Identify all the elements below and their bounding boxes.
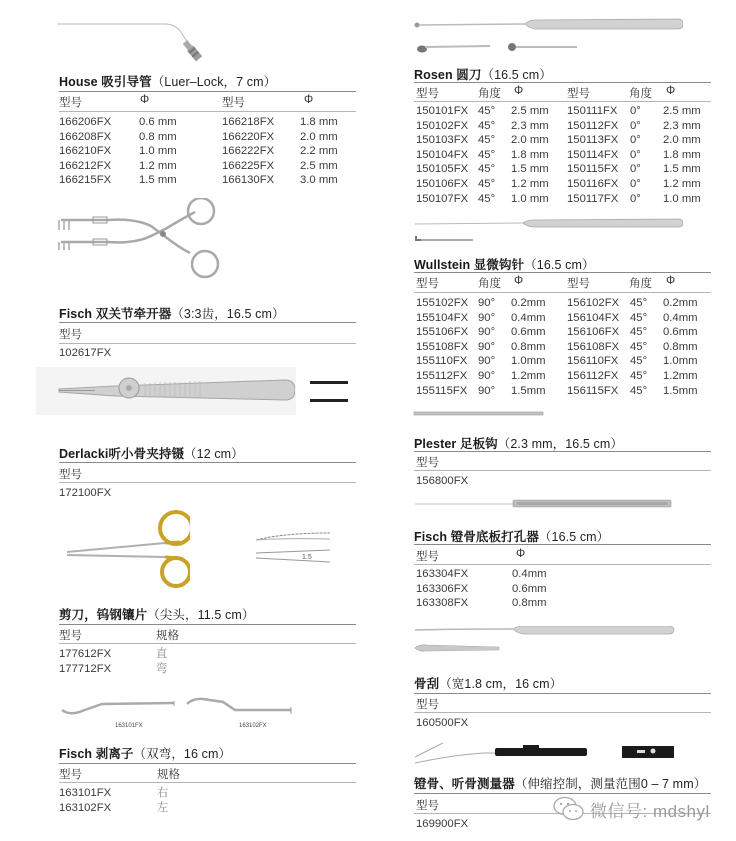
cell: 0.8 mm [139,130,177,143]
cell: 45° [630,340,648,353]
cell: 45° [478,119,496,132]
cell: 弯 [156,662,168,675]
cell: 0° [630,134,641,147]
column-header-angle: 角度 [478,88,501,100]
cell: 0.8mm [663,340,698,353]
cell: 1.8 mm [511,148,549,161]
divider [414,101,711,102]
column-header-model: 型号 [416,278,439,290]
divider [414,793,711,794]
divider [59,482,356,483]
cell: 1.0mm [663,355,698,368]
cell: 1.0 mm [663,192,701,205]
section-title-house [59,72,276,90]
cell: 155104FX [416,311,469,324]
column-header-model: 型号 [416,88,439,100]
section-title-fisch-retractor [59,304,285,322]
model-column [567,104,618,206]
cell: 156110FX [567,355,619,368]
cell: 156104FX [567,311,620,324]
cell: 0.4mm [663,311,698,324]
column-header-diameter: Φ [516,548,526,560]
divider [414,82,711,83]
column-header-model: 型号 [416,699,439,711]
forceps-tip-detail [308,379,350,409]
section-title-plester [414,434,623,452]
subtitle-text: （双弯，16 cm） [133,747,232,761]
cell: 150102FX [416,119,469,132]
subtitle-text: （伸缩控制，测量范围0 – 7 mm） [514,777,707,791]
divider [59,91,356,92]
cell: 0.4mm [511,311,546,324]
cell: 150115FX [567,163,619,176]
cell: 150107FX [416,192,469,205]
diameter-column [511,104,549,206]
cell: 0° [630,105,641,117]
cell: 166212FX [59,159,112,172]
diameter-column [300,115,338,188]
subtitle-text: （16.5 cm） [524,258,595,272]
column-header-model: 型号 [59,469,82,481]
divider [59,343,356,344]
section-title-wullstein [414,255,595,273]
cell: 45° [478,177,496,190]
column-header-model: 型号 [222,97,245,109]
cell: 156115FX [567,384,619,397]
cell: 156106FX [567,326,620,339]
column-header-diameter: Φ [666,85,676,97]
cell: 90° [478,297,496,309]
cell: 0° [630,192,641,205]
cell: 45° [630,311,648,324]
retractor-image [55,198,225,282]
section-title-bone-curette [414,674,562,692]
cell: 45° [478,192,496,205]
cell: 166210FX [59,145,112,158]
cell: 150114FX [567,148,619,161]
cell: 1.2mm [663,369,698,382]
column-header-model: 型号 [59,630,82,642]
cell: 150112FX [567,119,619,132]
cell: 直 [156,648,168,660]
divider [414,470,711,471]
cell: 2.0 mm [663,134,701,147]
cell: 45° [478,134,496,147]
model-column [416,567,468,611]
cell: 2.0 mm [300,130,338,143]
cell: 155112FX [416,369,468,382]
cell: 169900FX [416,818,469,830]
cell: 45° [630,326,648,339]
divider [414,693,711,694]
angle-column [478,296,495,398]
title-text: Wullstein 显微钩针 [414,258,525,272]
cell: 90° [478,384,496,397]
cell: 90° [478,340,496,353]
angle-column [630,104,641,206]
column-header-model: 型号 [416,800,439,812]
cell: 45° [630,369,648,382]
cell: 2.3 mm [511,119,549,132]
divider [59,643,356,644]
section-title-gauge [414,774,706,792]
cell: 155115FX [416,384,468,397]
rosen-knife-image [413,18,683,58]
cell: 1.5 mm [511,163,549,176]
model-column [222,115,274,188]
cell: 0° [630,177,641,190]
diameter-column [663,296,698,398]
plester-hook-image [413,410,545,418]
column-header-diameter: Φ [140,94,150,106]
cell: 0° [630,119,641,132]
cell: 0.2mm [663,297,698,309]
spec-column [156,647,167,676]
cell: 0.8mm [511,340,546,353]
cell: 166130FX [222,174,275,187]
cell: 1.2 mm [663,177,701,190]
cell: 177612FX [59,648,112,660]
cell: 163308FX [416,597,469,610]
column-header-spec: 规格 [157,769,180,781]
column-header-model: 型号 [59,97,82,109]
title-text: 镫骨、听骨测量器 [414,777,515,791]
elevator-image-left [185,696,295,718]
cell: 45° [478,105,496,117]
title-text: Rosen 圆刀 [414,68,482,82]
section-title-fisch-elevator [59,744,231,762]
cell: 1.2mm [511,369,546,382]
scissors-image [65,508,190,588]
title-text: 骨刮 [414,677,440,691]
cell: 2.5 mm [663,105,701,117]
subtitle-text: （16.5 cm） [538,530,610,544]
model-column [59,115,111,188]
cell: 2.5 mm [511,105,549,117]
cell: 3.0 mm [300,174,338,187]
divider [414,712,711,713]
title-text: Plester 足板钩 [414,437,498,451]
divider [59,462,356,463]
cell: 0.6mm [512,582,547,595]
angle-column [478,104,495,206]
cell: 45° [630,355,648,368]
cell: 150117FX [567,192,619,205]
model-column [59,786,111,815]
cell: 2.3 mm [663,119,701,132]
column-header-model: 型号 [567,88,590,100]
cell: 163101FX [59,787,112,799]
column-header-model: 型号 [59,329,82,341]
divider [59,111,356,112]
cell: 177712FX [59,662,112,675]
column-header-model: 型号 [416,551,439,563]
cell: 150101FX [416,105,469,117]
model-column [567,296,619,398]
cell: 45° [478,148,496,161]
column-header-spec: 规格 [156,630,179,642]
cell: 166215FX [59,174,112,187]
cell: 45° [630,297,648,309]
title-text: Fisch 双关节牵开器 [59,307,172,321]
divider [59,322,356,323]
cell: 2.5 mm [300,159,338,172]
section-title-scissors [59,605,254,623]
diameter-column [139,115,177,188]
cell: 0.8mm [512,597,547,610]
column-header-diameter: Φ [514,85,524,97]
column-header-diameter: Φ [514,275,524,287]
column-header-model: 型号 [567,278,590,290]
suction-tube-image [55,18,215,64]
divider [59,782,356,783]
cell: 160500FX [416,717,469,729]
wullstein-hook-image [413,218,683,246]
cell: 166208FX [59,130,112,143]
cell: 155110FX [416,355,468,368]
model-column [416,296,468,398]
cell: 156102FX [567,297,620,309]
cell: 1.5mm [663,384,698,397]
cell: 150103FX [416,134,469,147]
gauge-image [413,741,683,765]
section-title-derlacki [59,444,244,462]
cell: 163306FX [416,582,469,595]
divider [59,624,356,625]
image-caption: 163101FX [115,723,143,729]
cell: 163102FX [59,801,112,814]
cell: 150116FX [567,177,619,190]
divider [414,451,711,452]
subtitle-text: （尖头，11.5 cm） [147,608,255,622]
cell: 1.0mm [511,355,546,368]
cell: 150106FX [416,177,469,190]
cell: 90° [478,355,496,368]
subtitle-text: （12 cm） [184,447,244,461]
title-text: Derlacki听小骨夹持镊 [59,447,185,461]
cell: 172100FX [59,487,112,499]
cell: 166225FX [222,159,275,172]
cell: 2.0 mm [511,134,549,147]
cell: 90° [478,326,496,339]
diameter-column [511,296,546,398]
cell: 0° [630,163,641,176]
scissors-detail-label: 1.5 [302,554,312,561]
title-text: Fisch 镫骨底板打孔器 [414,530,539,544]
cell: 163304FX [416,568,469,580]
cell: 150113FX [567,134,619,147]
cell: 90° [478,311,496,324]
cell: 45° [478,163,496,176]
cell: 150105FX [416,163,469,176]
column-header-diameter: Φ [666,275,676,287]
subtitle-text: （2.3 mm，16.5 cm） [497,437,624,451]
cell: 150104FX [416,148,469,161]
cell: 2.2 mm [300,145,338,158]
cell: 1.0 mm [139,145,177,158]
cell: 0.6 mm [139,116,177,128]
cell: 155102FX [416,297,469,309]
cell: 0.6mm [511,326,546,339]
section-title-rosen [414,65,552,83]
model-column [59,647,111,676]
cell: 1.5 mm [663,163,701,176]
cell: 1.5mm [511,384,546,397]
subtitle-text: （16.5 cm） [481,68,552,82]
cell: 156800FX [416,475,469,487]
divider [414,272,711,273]
cell: 166222FX [222,145,275,158]
column-header-angle: 角度 [629,88,652,100]
cell: 0.2mm [511,297,546,309]
cell: 1.8 mm [300,116,338,128]
column-header-angle: 角度 [478,278,501,290]
cell: 102617FX [59,347,112,359]
subtitle-text: （3:3齿，16.5 cm） [171,307,285,321]
divider [59,763,356,764]
cell: 156108FX [567,340,620,353]
title-text: House 吸引导管 [59,75,152,89]
subtitle-text: （Luer–Lock，7 cm） [151,75,277,89]
cell: 156112FX [567,369,619,382]
bone-curette-image [413,626,675,656]
title-text: Fisch 剥离子 [59,747,134,761]
cell: 90° [478,369,496,382]
column-header-diameter: Φ [304,94,314,106]
cell: 166220FX [222,130,275,143]
diameter-column [512,567,547,611]
cell: 166218FX [222,116,275,128]
elevator-image-right [58,698,178,720]
cell: 1.0 mm [511,192,549,205]
angle-column [630,296,647,398]
cell: 45° [630,384,648,397]
forceps-image [55,372,295,412]
divider [414,544,711,545]
punch-image [413,499,675,509]
cell: 1.8 mm [663,148,701,161]
cell: 166206FX [59,116,112,128]
column-header-model: 型号 [416,457,439,469]
image-caption: 163102FX [239,723,267,729]
cell: 1.2 mm [139,159,177,172]
cell: 1.2 mm [511,177,549,190]
cell: 150111FX [567,105,618,117]
cell: 0° [630,148,641,161]
cell: 155108FX [416,340,469,353]
diameter-column [663,104,701,206]
title-text: 剪刀，钨钢镶片 [59,608,148,622]
cell: 0.4mm [512,568,547,580]
watermark-text: 微信号: mdshyl [590,802,710,821]
section-title-fisch-punch [414,527,609,545]
column-header-angle: 角度 [629,278,652,290]
cell: 0.6mm [663,326,698,339]
cell: 1.5 mm [139,174,177,187]
scissors-tip-detail [254,530,334,566]
cell: 右 [157,787,169,799]
model-column [416,104,468,206]
spec-column [157,786,168,815]
cell: 155106FX [416,326,469,339]
divider [414,292,711,293]
divider [414,564,711,565]
cell: 左 [157,801,169,814]
wechat-icon [552,795,586,823]
subtitle-text: （宽1.8 cm，16 cm） [439,677,563,691]
column-header-model: 型号 [59,769,82,781]
